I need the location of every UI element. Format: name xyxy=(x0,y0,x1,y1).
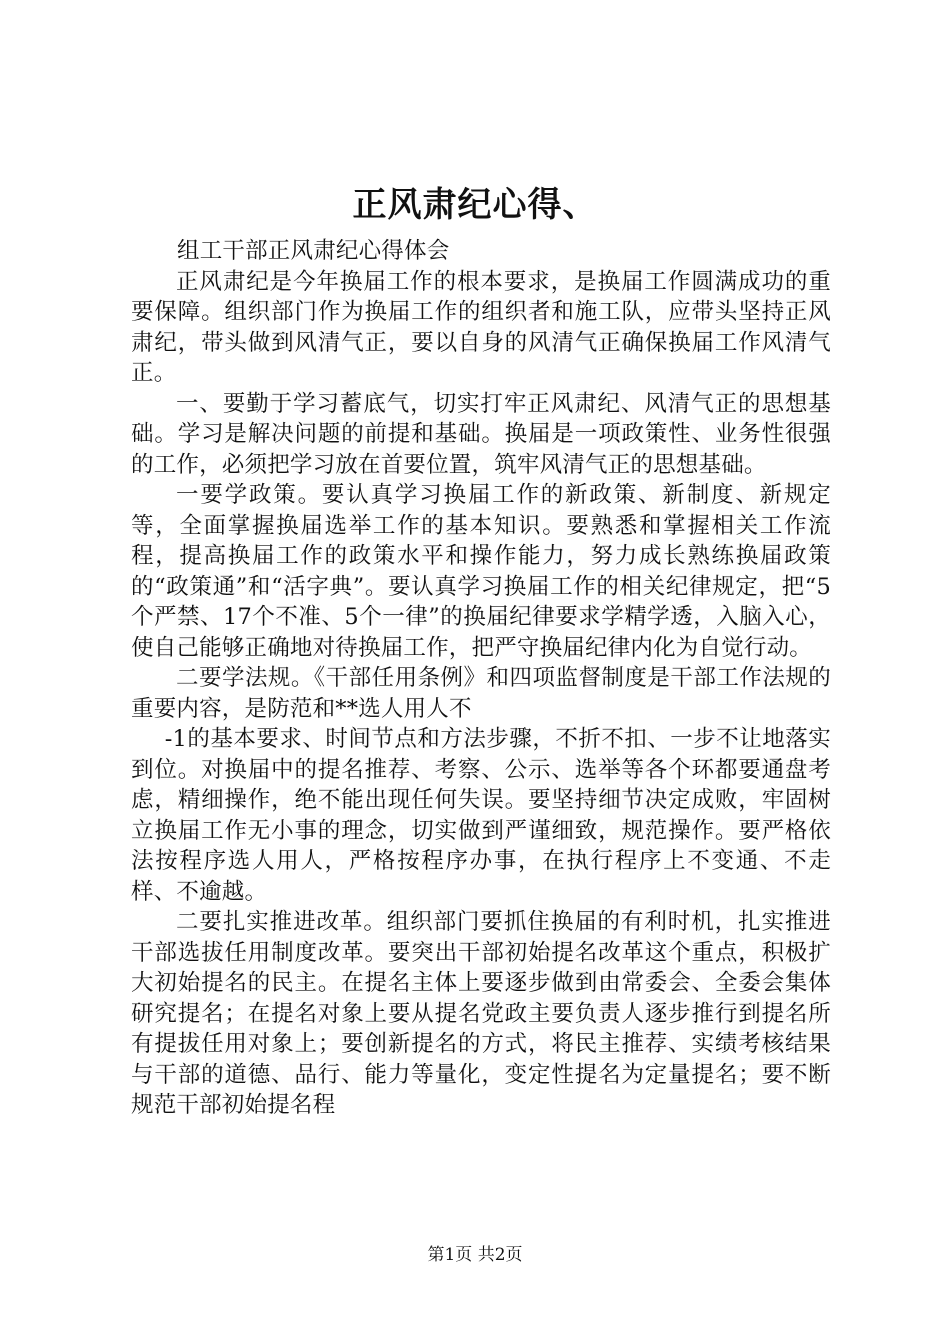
paragraph-section-one: 一、要勤于学习蓄底气，切实打牢正风肃纪、风清气正的思想基础。学习是解决问题的前提和基础。换届是一项政策性、业务性很强的工作，必须把学习放在首要位置，筑牢风清气正的思想基础。 xyxy=(131,390,831,478)
page-title: 正风肃纪心得、 xyxy=(352,185,598,225)
paragraph-reform: 二要扎实推进改革。组织部门要抓住换届的有利时机，扎实推进干部选拔任用制度改革。要突出干部初始提名改革这个重点，积极扩大初始提名的民主。在提名主体上要逐步做到由常委会、全委会集体研究提名；在提名对象上要从提名党政主要负责人逐步推行到提名所有提拔任用对象上；要创新提名的方式，将民主推荐、实绩考核结果与干部的道德、品行、能力等量化，变定性提名为定量提名；要不断规范干部初始提名程 xyxy=(131,909,831,1118)
paragraph-intro: 正风肃纪是今年换届工作的根本要求，是换届工作圆满成功的重要保障。组织部门作为换届工作的组织者和施工队，应带头坚持正风肃纪，带头做到风清气正，要以自身的风清气正确保换届工作风清气正。 xyxy=(131,268,831,386)
document-subtitle: 组工干部正风肃纪心得体会 xyxy=(177,238,450,264)
page-footer: 第1页 共2页 xyxy=(427,1245,523,1265)
paragraph-continuation: -1的基本要求、时间节点和方法步骤，不折不扣、一步不让地落实到位。对换届中的提名推荐、考察、公示、选举等各个环都要通盘考虑，精细操作，绝不能出现任何失误。要坚持细节决定成败，牢固树立换届工作无小事的理念，切实做到严谨细致，规范操作。要严格依法按程序选人用人，严格按程序办事，在执行程序上不变通、不走样、不逾越。 xyxy=(131,726,831,905)
paragraph-study-regulations: 二要学法规。《干部任用条例》和四项监督制度是干部工作法规的重要内容，是防范和**选人用人不 xyxy=(131,665,831,722)
paragraph-study-policy: 一要学政策。要认真学习换届工作的新政策、新制度、新规定等，全面掌握换届选举工作的基本知识。要熟悉和掌握相关工作流程，提高换届工作的政策水平和操作能力，努力成长熟练换届政策的“政策通”和“活字典”。要认真学习换届工作的相关纪律规定，把“5个严禁、17个不准、5个一律”的换届纪律要求学精学透，入脑入心，使自己能够正确地对待换届工作，把严守换届纪律内化为自觉行动。 xyxy=(131,482,831,661)
document-body xyxy=(131,236,831,1121)
